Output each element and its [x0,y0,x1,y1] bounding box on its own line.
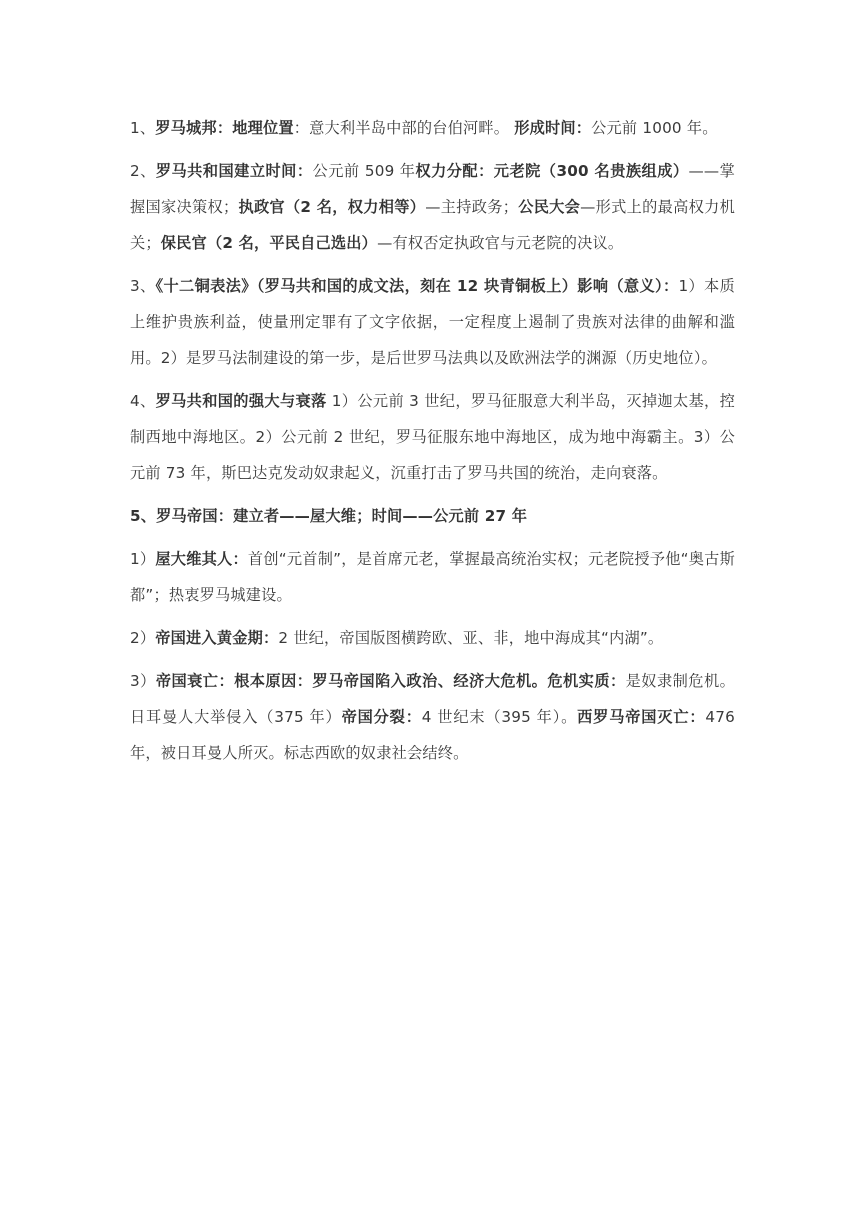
paragraph-5 [130,498,735,534]
paragraph-8 [130,663,735,771]
paragraph-1 [130,110,735,146]
p8-run-6: 476 年，被日耳曼人所灭。标志西欧的奴隶社会结终。 [130,708,735,762]
p7-run-1: 帝国进入黄金期： [155,629,279,647]
p6-run-1: 屋大维其人： [155,550,248,568]
paragraph-7 [130,620,735,656]
p2-run-1: 罗马共和国建立时间： [155,162,313,180]
p1-run-0: 1、 [130,119,156,137]
p1-run-4: 公元前 1000 年。 [591,119,718,137]
p8-run-1: 帝国衰亡：根本原因：罗马帝国陷入政治、经济大危机。危机实质： [155,672,626,690]
p2-run-7: 公民大会 [518,198,581,216]
p1-run-1: 罗马城邦：地理位置 [155,119,294,137]
paragraph-4 [130,383,735,491]
p4-run-0: 4、 [130,392,156,410]
p8-run-0: 3） [130,672,156,690]
p3-run-2: 1）本质上维护贵族利益，使量刑定罪有了文字依据，一定程度上遏制了贵族对法律的曲解和滥用。2）是罗马法制建设的第一步，是后世罗马法典以及欧洲法学的渊源（历史地位）。 [130,277,735,367]
p4-run-2: 1）公元前 3 世纪，罗马征服意大利半岛，灭掉迦太基，控制西地中海地区。2）公元前 2 世纪，罗马征服东地中海地区，成为地中海霸主。3）公元前 73 年，斯巴达克发动奴隶起义，沉重打击了罗马共国的统治，走向衰落。 [130,392,735,482]
p6-run-0: 1） [130,550,156,568]
paragraph-2 [130,153,735,261]
p2-run-8: —形式上的最高权力机关； [130,198,735,252]
p2-run-0: 2、 [130,162,156,180]
p3-run-1: 《十二铜表法》（罗马共和国的成文法，刻在 12 块青铜板上）影响（意义）： [155,277,679,295]
p8-run-2: 是奴隶制危机。日耳曼人大举侵入（375 年） [130,672,735,726]
paragraph-3 [130,268,735,376]
p1-run-3: 形成时间： [514,119,592,137]
p8-run-5: 西罗马帝国灭亡： [577,708,706,726]
p3-run-0: 3、 [130,277,156,295]
p7-run-2: 2 世纪，帝国版图横跨欧、亚、非，地中海成其“内湖”。 [278,629,664,647]
document-page [130,110,735,771]
p2-run-3: 权力分配：元老院（300 名贵族组成） [415,162,689,180]
p2-run-10: —有权否定执政官与元老院的决议。 [377,234,624,252]
p7-run-0: 2） [130,629,156,647]
paragraph-6 [130,541,735,613]
p6-run-2: 首创“元首制”，是首席元老，掌握最高统治实权；元老院授予他“奥古斯都”；热衷罗马城建设。 [130,550,735,604]
p4-run-1: 罗马共和国的强大与衰落 [155,392,327,410]
p8-run-3: 帝国分裂： [341,708,422,726]
p2-run-4: ——掌握国家决策权； [130,162,735,216]
p5-run-0: 5、罗马帝国：建立者——屋大维；时间——公元前 27 年 [130,507,528,525]
p8-run-4: 4 世纪末（395 年）。 [421,708,578,726]
p2-run-5: 执政官（2 名，权力相等） [238,198,426,216]
p1-run-2: ：意大利半岛中部的台伯河畔。 [293,119,515,137]
p2-run-9: 保民官（2 名，平民自己选出） [160,234,378,252]
p2-run-2: 公元前 509 年 [312,162,416,180]
p2-run-6: —主持政务； [425,198,519,216]
